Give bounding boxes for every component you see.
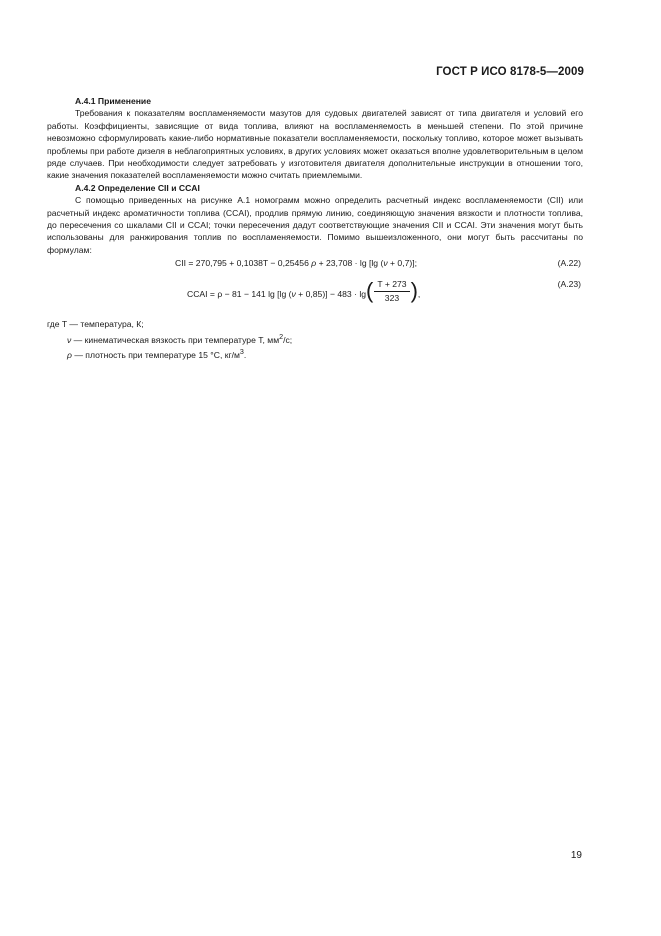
formula-a23-number: (А.23) [557,279,581,290]
formula-a23-expression: CCAI = ρ − 81 − 141 lg [lg (ν + 0,85)] − 483 · lg( $\frac{T + 273}{323}$ ), [187,277,421,303]
formula-a22 [47,257,583,271]
page-number: 19 [570,850,582,861]
formula-a22-number: (А.22) [557,258,581,269]
formula-a23 [47,276,583,306]
section-text-a41: Требования к показателям воспламеняемости мазутов для судовых двигателей зависят от типа двигателя и условий его работы. Коэффициенты, зависящие от вида топлива, влияют на воспламеняемость в меньшей степени. По этой причине невозможно сформулировать какие-либо нормативные показатели воспламеняемости, поскольку топливо, которое может вызывать проблемы при работе дизеля в неблагоприятных условиях, в других условиях может оказаться вполне удовлетворительным в целом ряде случаев. При необходимости следует затребовать у изготовителя двигателя дополнительные инструкции в отношении того, какие значения показателей воспламеняемости можно считать приемлемыми. [47,108,583,181]
section-heading-a42: А.4.2 Определение CII и CCAI [75,182,200,193]
definition-viscosity: ν — кинематическая вязкость при температуре T, $мм^2/с$; [67,332,293,345]
formula-a22-expression: CII = 270,795 + 0,1038T − 0,25456 ρ + 23,708 · lg [lg (ν + 0,7)]; [175,258,418,269]
formula-a23-fraction: $\frac{T + 273}{323}$ [374,278,409,304]
definition-temperature: где T — температура, К; [47,319,144,330]
section-text-a42: С помощью приведенных на рисунке А.1 номограмм можно определить расчетный индекс воспламеняемости (CII) или расчетный индекс ароматичности топлива (CCAI), продлив прямую линию, соединяющую значения вязкости и плотности топлива, до пересечения со шкалами CII и CCAI; точки пересечения дадут соответствующие значения CII и CCAI. Эти значения могут быть использованы для ранжирования топлив по воспламеняемости. Помимо вышеизложенного, они могут быть рассчитаны по формулам: [47,195,583,255]
definition-density: ρ — плотность при температуре 15 °С, $кг/м^3$. [67,347,247,360]
page-content [47,95,583,361]
variable-definitions [47,318,583,361]
section-heading-a41: А.4.1 Применение [75,96,151,106]
document-header: ГОСТ Р ИСО 8178-5—2009 [436,66,584,78]
